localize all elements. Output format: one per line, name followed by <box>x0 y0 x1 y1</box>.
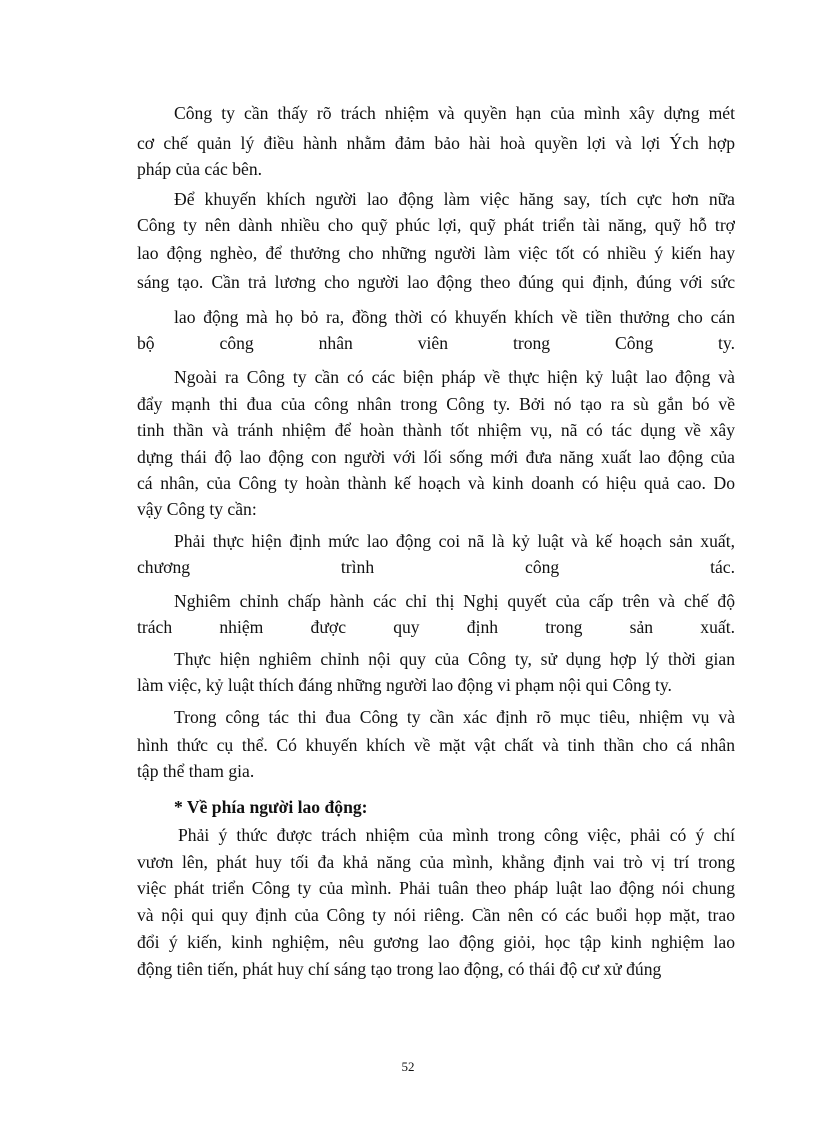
text-line: lao động mà họ bỏ ra, đồng thời có khuyến khích về tiền thưởng cho cán <box>174 307 735 327</box>
text-line: Công ty nên dành nhiều cho quỹ phúc lợi, quỹ phát triển tài năng, quỹ hỗ trợ <box>137 215 735 235</box>
text-line: Để khuyến khích người lao động làm việc hăng say, tích cực hơn nữa <box>174 189 735 209</box>
text-line: Nghiêm chỉnh chấp hành các chỉ thị Nghị quyết của cấp trên và chế độ <box>174 591 735 611</box>
text-line: đẩy mạnh thi đua của công nhân trong Công ty. Bởi nó tạo ra sù gắn bó về <box>137 394 735 414</box>
text-line: vậy Công ty cần: <box>137 499 257 519</box>
text-line: việc phát triển Công ty của mình. Phải tuân theo pháp luật lao động nói chung <box>137 878 735 898</box>
text-line: lao động nghèo, để thưởng cho những người làm việc tốt có nhiều ý kiến hay <box>137 243 735 263</box>
text-line: và nội qui quy định của Công ty nói riêng. Cần nên có các buổi họp mặt, trao <box>137 905 735 925</box>
text-line: bộ công nhân viên trong Công ty. <box>137 333 735 353</box>
text-line: chương trình công tác. <box>137 557 735 577</box>
text-line: Thực hiện nghiêm chỉnh nội quy của Công ty, sử dụng hợp lý thời gian <box>174 649 735 669</box>
text-line: cá nhân, của Công ty hoàn thành kế hoạch và kinh doanh có hiệu quả cao. Do <box>137 473 735 493</box>
text-line: hình thức cụ thể. Có khuyến khích về mặt vật chất và tinh thần cho cá nhân <box>137 735 735 755</box>
text-line: Ngoài ra Công ty cần có các biện pháp về thực hiện kỷ luật lao động và <box>174 367 735 387</box>
text-line: tinh thần và tránh nhiệm để hoàn thành tốt nhiệm vụ, nã có tác dụng về xây <box>137 420 735 440</box>
text-line: động tiên tiến, phát huy chí sáng tạo trong lao động, có thái độ cư xử đúng <box>137 959 662 979</box>
text-line: đổi ý kiến, kinh nghiệm, nêu gương lao động giỏi, học tập kinh nghiệm lao <box>137 932 735 952</box>
text-line: vươn lên, phát huy tối đa khả năng của mình, khẳng định vai trò vị trí trong <box>137 852 735 872</box>
text-line: cơ chế quản lý điều hành nhằm đảm bảo hài hoà quyền lợi và lợi Ých hợp <box>137 133 735 153</box>
text-line: Công ty cần thấy rõ trách nhiệm và quyền hạn của mình xây dựng mét <box>174 103 735 123</box>
text-line: làm việc, kỷ luật thích đáng những người lao động vi phạm nội qui Công ty. <box>137 675 672 695</box>
text-line: dựng thái độ lao động con người với lối sống mới đưa năng xuất lao động của <box>137 447 735 467</box>
text-line: Trong công tác thi đua Công ty cần xác định rõ mục tiêu, nhiệm vụ và <box>174 707 735 727</box>
section-heading: * Về phía người lao động: <box>174 797 368 817</box>
text-line: Phải thực hiện định mức lao động coi nã là kỷ luật và kế hoạch sản xuất, <box>174 531 735 551</box>
page-number: 52 <box>401 1059 415 1074</box>
text-line: trách nhiệm được quy định trong sản xuất. <box>137 617 735 637</box>
text-line: sáng tạo. Cần trả lương cho người lao động theo đúng qui định, đúng với sức <box>137 272 735 292</box>
text-line: pháp của các bên. <box>137 159 263 179</box>
text-line: Phải ý thức được trách nhiệm của mình trong công việc, phải có ý chí <box>178 825 735 845</box>
text-line: tập thể tham gia. <box>137 761 255 781</box>
